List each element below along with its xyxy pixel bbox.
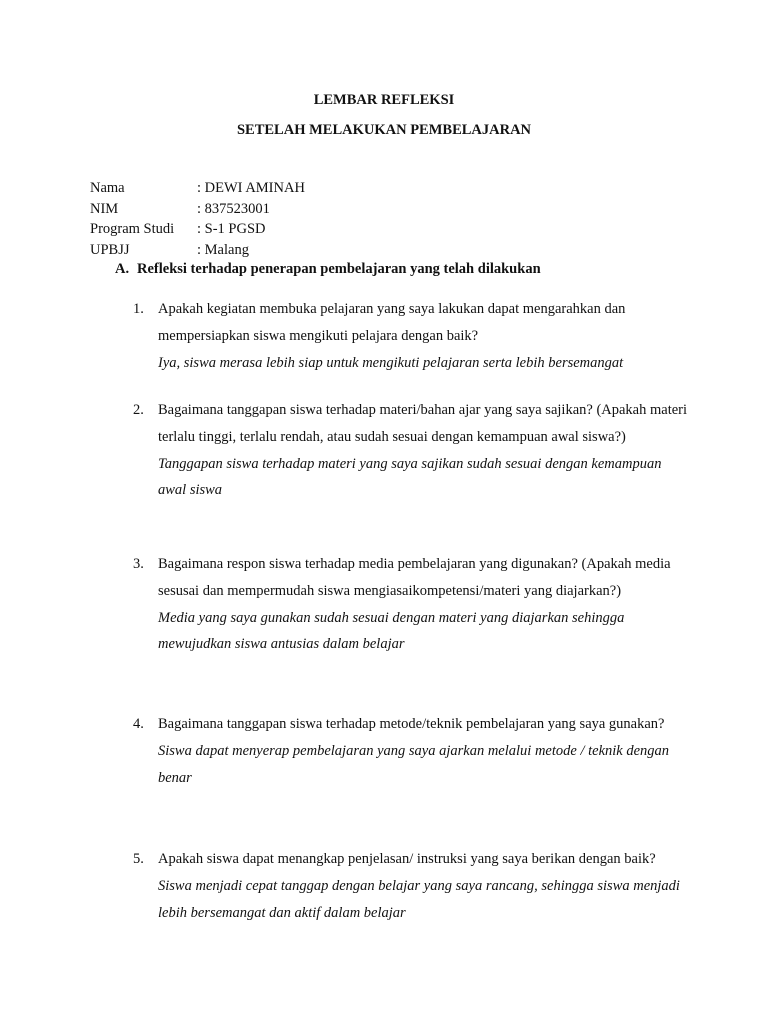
identity-row-nim [90,199,305,220]
section-letter: A. [115,261,130,277]
identity-value: : 837523001 [197,200,270,217]
identity-row-name [90,178,305,199]
question-body [158,397,693,504]
question-text: Apakah siswa dapat menangkap penjelasan/ instruksi yang saya berikan dengan baik? [158,851,656,867]
question-text: Apakah kegiatan membuka pelajaran yang saya lakukan dapat mengarahkan dan mempersiapkan siswa mengikuti pelajara dengan baik? [158,301,626,344]
answer-text: Siswa menjadi cepat tanggap dengan belajar yang saya rancang, sehingga siswa menjadi lebih bersemangat dan aktif dalam belajar [158,877,680,921]
answer-text: Iya, siswa merasa lebih siap untuk mengikuti pelajaran serta lebih bersemangat [158,354,624,371]
question-body [158,551,693,658]
question-number: 5. [133,851,144,867]
question-body [158,846,693,926]
answer-text: Tanggapan siswa terhadap materi yang saya sajikan sudah sesuai dengan kemampuan awal siswa [158,455,662,499]
question-number: 2. [133,402,144,418]
identity-label: NIM [90,200,119,217]
identity-label: Program Studi [90,221,175,237]
question-number: 4. [133,716,144,732]
identity-value: : DEWI AMINAH [197,180,305,196]
question-body [158,296,693,376]
identity-value: : Malang [197,241,249,258]
question-number: 1. [133,301,144,317]
identity-row-program [90,219,305,240]
answer-text: Media yang saya gunakan sudah sesuai dengan materi yang diajarkan sehingga mewujudkan siswa antusias dalam belajar [158,609,625,653]
identity-label: Nama [90,180,125,196]
document-title: LEMBAR REFLEKSI [313,92,455,108]
identity-label: UPBJJ [90,241,130,258]
question-number: 3. [133,556,144,572]
section-heading-text: Refleksi terhadap penerapan pembelajaran yang telah dilakukan [137,261,541,277]
question-text: Bagaimana tanggapan siswa terhadap materi/bahan ajar yang saya sajikan? (Apakah materi terlalu tinggi, terlalu rendah, atau sudah sesuai dengan kemampuan awal siswa?) [158,402,688,445]
identity-row-upbjj [90,240,305,261]
identity-block [90,178,305,260]
question-body [158,711,693,791]
document-subtitle: SETELAH MELAKUKAN PEMBELAJARAN [236,122,532,138]
section-heading [115,261,541,278]
identity-value: : S-1 PGSD [197,221,266,237]
question-text: Bagaimana tanggapan siswa terhadap metode/teknik pembelajaran yang saya gunakan? [158,716,665,732]
question-text: Bagaimana respon siswa terhadap media pembelajaran yang digunakan? (Apakah media sesusai dan mempermudah siswa mengiasaikompetensi/materi yang diajarkan?) [158,556,671,599]
answer-text: Siswa dapat menyerap pembelajaran yang saya ajarkan melalui metode / teknik dengan benar [158,742,670,786]
